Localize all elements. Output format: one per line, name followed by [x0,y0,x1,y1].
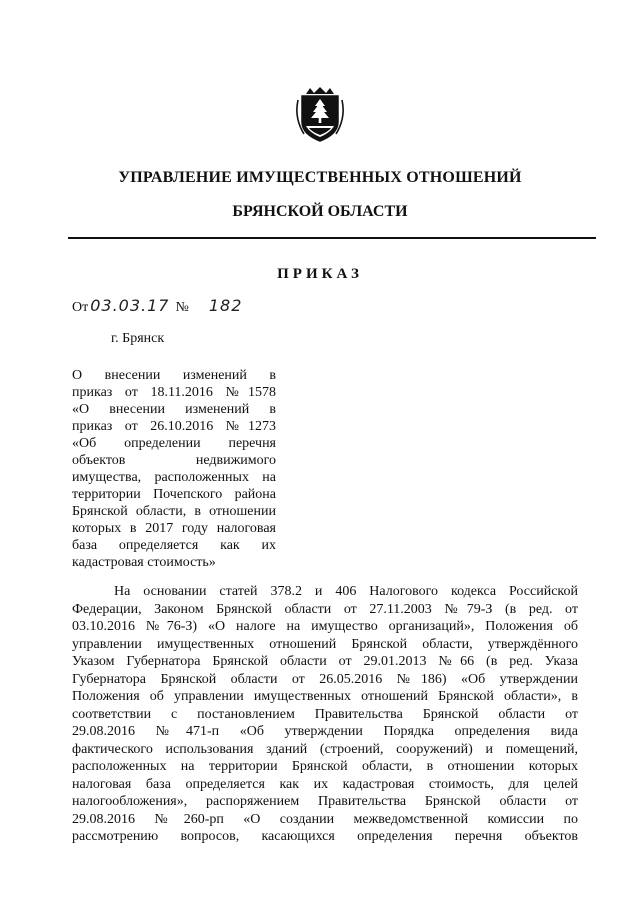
body-line: соответствии с постановлением Правительства Брянской области от [72,706,578,722]
handwritten-date: 03.03.17 [90,296,170,315]
document-type-title: ПРИКАЗ [277,266,363,282]
order-body-text [72,583,578,846]
body-line: Указом Губернатора Брянской области от 29.01.2013 №66 (в ред. Указа [72,654,578,669]
organization-name-line1: УПРАВЛЕНИЕ ИМУЩЕСТВЕННЫХ ОТНОШЕНИЙ [118,169,522,186]
body-line: расположенных на территории Брянской области, в отношении которых [72,759,578,774]
body-line: фактического использования зданий (строений, сооружений) и помещений, [72,741,578,757]
date-prefix: От [72,300,89,315]
subject-line: база определяется как их [72,538,276,553]
body-line: Губернатора Брянской области от 26.05.2016 №186) «Об утверждении [72,671,578,687]
subject-line: «О внесении изменений в [72,402,276,417]
order-subject [72,367,276,571]
number-prefix: № [175,300,189,315]
subject-line: Брянской области, в отношении [72,504,276,519]
bryansk-coat-of-arms-icon [290,84,350,144]
subject-line: объектов недвижимого [72,453,276,468]
subject-line: кадастровая стоимость» [72,555,216,570]
body-line: рассмотрению вопросов, касающихся определения перечня объектов [72,829,578,844]
body-line: 29.08.2016 №260-рп «О создании межведомственной комиссии по [72,811,578,827]
subject-line: «Об определении перечня [72,436,276,451]
organization-name-line2: БРЯНСКОЙ ОБЛАСТИ [232,203,408,220]
city-name: г. Брянск [111,331,165,346]
body-line: 03.10.2016 №76-З) «О налоге на имущество организаций», Положения об [72,619,578,634]
subject-line: приказ от 26.10.2016 №1273 [72,419,276,434]
body-line: 29.08.2016 №471-п «Об утверждении Порядка определения вида [72,724,578,739]
body-line: На основании статей 378.2 и 406 Налогового кодекса Российской [114,584,578,599]
subject-line: О внесении изменений в [72,368,276,383]
body-line: управлении имущественных отношений Брянской области, утверждённого [72,636,578,652]
subject-line: которых в 2017 году налоговая [72,521,276,536]
body-line: Федерации, Законом Брянской области от 27.11.2003 №79-З (в ред. от [72,601,578,617]
body-line: Положения об управлении имущественных отношений Брянской области», в [72,689,578,704]
order-date-number-line [72,296,242,316]
subject-line: приказ от 18.11.2016 №1578 [72,385,276,400]
subject-line: имущества, расположенных на [72,470,276,485]
body-line: налоговая база определяется как их кадастровая стоимость, для целей [72,776,578,792]
body-line: налогообложения», распоряжением Правительства Брянской области от [72,794,578,809]
header-divider [68,237,596,239]
subject-line: территории Почепского района [72,487,276,502]
handwritten-order-number: 182 [208,296,243,315]
